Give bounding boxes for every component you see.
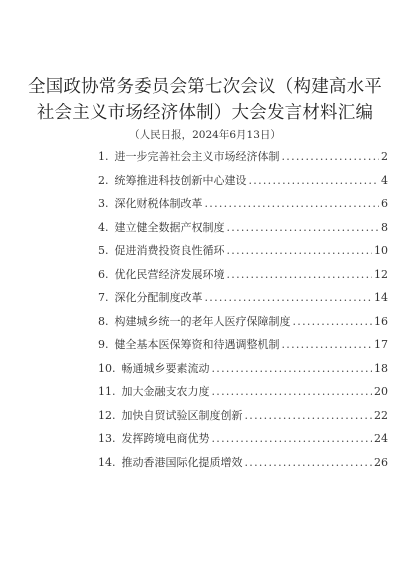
toc-entry-title: 推动香港国际化提质增效 bbox=[121, 455, 243, 469]
toc-leader-dots bbox=[212, 432, 373, 446]
toc-leader-dots bbox=[249, 174, 380, 188]
document-title-line-1: 全国政协常务委员会第七次会议（构建高水平 bbox=[28, 77, 382, 97]
toc-entry-number: 10. bbox=[98, 361, 116, 375]
toc-leader-dots bbox=[282, 338, 373, 352]
toc-leader-dots bbox=[205, 197, 380, 211]
toc-leader-dots bbox=[227, 221, 380, 235]
toc-entry-number: 3. bbox=[98, 197, 109, 210]
toc-entry-title: 深化财税体制改革 bbox=[114, 197, 203, 210]
toc-entry-page-number: 2 bbox=[381, 150, 388, 163]
toc-leader-dots bbox=[227, 244, 373, 258]
toc-entry-page-number: 14 bbox=[374, 291, 388, 304]
toc-entry-number: 5. bbox=[98, 244, 109, 257]
toc-leader-dots bbox=[245, 456, 373, 470]
toc-entry[interactable] bbox=[98, 383, 388, 399]
toc-entry-title: 进一步完善社会主义市场经济体制 bbox=[114, 150, 280, 163]
toc-entry-number: 7. bbox=[98, 291, 109, 304]
toc-entry[interactable] bbox=[98, 266, 388, 282]
toc-entry-title: 健全基本医保筹资和待遇调整机制 bbox=[114, 338, 280, 351]
toc-leader-dots bbox=[245, 409, 373, 423]
toc-entry-number: 6. bbox=[98, 267, 109, 281]
toc-entry-title: 优化民营经济发展环境 bbox=[114, 267, 225, 281]
toc-entry-number: 13. bbox=[98, 432, 116, 445]
toc-entry-title: 加大金融支农力度 bbox=[121, 385, 210, 398]
toc-entry-page-number: 17 bbox=[374, 338, 388, 351]
toc-entry-title: 加快自贸试验区制度创新 bbox=[121, 408, 243, 422]
toc-entry-title: 建立健全数据产权制度 bbox=[114, 220, 225, 234]
toc-entry-number: 14. bbox=[98, 455, 116, 469]
toc-entry-title: 畅通城乡要素流动 bbox=[121, 361, 210, 375]
toc-entry[interactable] bbox=[98, 148, 388, 164]
toc-entry[interactable] bbox=[98, 313, 388, 329]
toc-entry-number: 11. bbox=[98, 385, 116, 398]
toc-leader-dots bbox=[227, 268, 373, 282]
toc-entry-page-number: 12 bbox=[374, 267, 388, 281]
toc-entry[interactable] bbox=[98, 195, 388, 211]
toc-leader-dots bbox=[205, 291, 373, 305]
document-title-line-2: 社会主义市场经济体制）大会发言材料汇编 bbox=[36, 103, 374, 123]
toc-entry-page-number: 8 bbox=[381, 220, 388, 234]
toc-entry-title: 促进消费投资良性循环 bbox=[114, 244, 225, 257]
toc-entry-page-number: 24 bbox=[374, 432, 388, 445]
toc-leader-dots bbox=[212, 362, 373, 376]
toc-entry-page-number: 22 bbox=[374, 408, 388, 422]
toc-entry-number: 1. bbox=[98, 150, 109, 163]
toc-entry-page-number: 4 bbox=[381, 173, 388, 187]
toc-entry-title: 发挥跨境电商优势 bbox=[121, 432, 210, 445]
toc-entry-number: 8. bbox=[98, 314, 109, 328]
toc-entry[interactable] bbox=[98, 407, 388, 423]
toc-entry-page-number: 16 bbox=[374, 314, 388, 328]
toc-leader-dots bbox=[282, 150, 380, 164]
toc-entry-page-number: 20 bbox=[374, 385, 388, 398]
toc-entry-number: 9. bbox=[98, 338, 109, 351]
toc-entry[interactable] bbox=[98, 289, 388, 305]
toc-entry[interactable] bbox=[98, 430, 388, 446]
toc-entry-page-number: 18 bbox=[374, 361, 388, 375]
toc-entry[interactable] bbox=[98, 172, 388, 188]
toc-entry[interactable] bbox=[98, 242, 388, 258]
toc-entry[interactable] bbox=[98, 454, 388, 470]
toc-entry[interactable] bbox=[98, 336, 388, 352]
toc-entry-title: 构建城乡统一的老年人医疗保障制度 bbox=[114, 314, 291, 328]
document-source: （人民日报，2024年6月13日） bbox=[129, 129, 281, 141]
toc-leader-dots bbox=[212, 385, 373, 399]
toc-entry-number: 12. bbox=[98, 408, 116, 422]
toc-entry-title: 统筹推进科技创新中心建设 bbox=[114, 173, 247, 187]
toc-entry-number: 2. bbox=[98, 173, 109, 187]
toc-entry[interactable] bbox=[98, 360, 388, 376]
toc-entry-page-number: 26 bbox=[374, 455, 388, 469]
toc-entry-number: 4. bbox=[98, 220, 109, 234]
toc-entry-title: 深化分配制度改革 bbox=[114, 291, 203, 304]
toc-leader-dots bbox=[293, 315, 373, 329]
toc-entry[interactable] bbox=[98, 219, 388, 235]
toc-entry-page-number: 10 bbox=[374, 244, 388, 257]
toc-entry-page-number: 6 bbox=[381, 197, 388, 210]
